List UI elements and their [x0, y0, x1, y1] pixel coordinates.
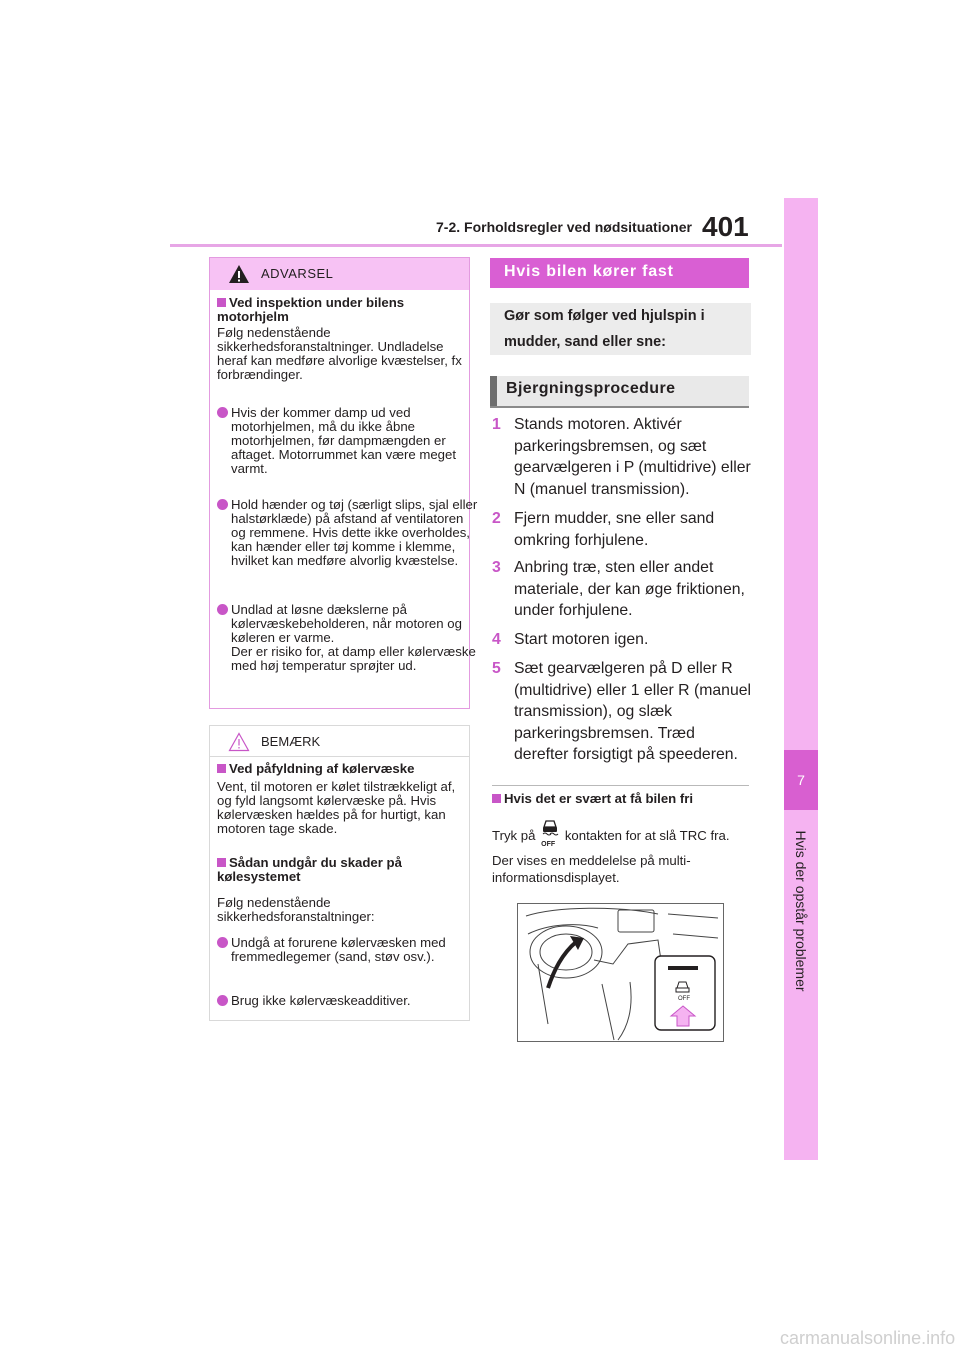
procedure-step — [492, 414, 752, 500]
trc-off-icon: OFF — [539, 822, 561, 848]
section-heading: Hvis bilen kører fast — [504, 263, 674, 280]
step-number: 1 — [492, 416, 501, 433]
page-number: 401 — [702, 211, 749, 242]
section-title: 7-2. Forholdsregler ved nødsituationer — [436, 219, 692, 235]
round-bullet-icon — [217, 937, 228, 948]
procedure-step — [492, 658, 752, 766]
round-bullet-icon — [217, 604, 228, 615]
step-number: 5 — [492, 660, 501, 677]
chapter-title: Hvis der opstår problemer — [793, 830, 809, 992]
step-number: 3 — [492, 559, 501, 576]
header-divider — [170, 244, 782, 247]
notice-bullet: Undgå at forurene kølervæsken med fremmedlegemer (sand, støv osv.). — [217, 936, 479, 964]
notice-box — [209, 725, 470, 1021]
round-bullet-icon — [217, 407, 228, 418]
step-number: 2 — [492, 510, 501, 527]
step-text: Anbring træ, sten eller andet materiale, der kan øge friktionen, under forhjulene. — [514, 559, 745, 619]
square-bullet-icon — [217, 764, 226, 773]
warning-intro: Følg nedenstående sikkerhedsforanstaltninger. Undladelse heraf kan medføre alvorlige kvæstelser, fx forbrændinger. — [217, 325, 462, 382]
intro-text: Gør som følger ved hjulspin i mudder, sand eller sne: — [504, 308, 705, 350]
warning-header — [210, 258, 469, 290]
notice-text: Vent, til motoren er kølet tilstrækkeligt af, og fyld langsomt kølervæske på. Hvis kølervæsken hældes på for hurtigt, kan motoren tage skade. — [217, 779, 456, 836]
chapter-title-vertical — [784, 815, 818, 1015]
intro-box — [490, 303, 751, 355]
square-bullet-icon — [217, 298, 226, 307]
notice-label: BEMÆRK — [261, 734, 321, 749]
notice-header — [210, 726, 469, 757]
round-bullet-icon — [217, 499, 228, 510]
notice-text: Følg nedenstående sikkerhedsforanstaltninger: — [217, 895, 375, 924]
procedure-step — [492, 629, 752, 651]
watermark: carmanualsonline.info — [780, 1328, 956, 1348]
notice-heading: Sådan undgår du skader på kølesystemet — [217, 855, 402, 884]
step-number: 4 — [492, 631, 501, 648]
chapter-number: 7 — [784, 750, 818, 810]
step-text: Stands motoren. Aktivér parkeringsbremsen, og sæt gearvælgeren i P (multidrive) eller N (manuel transmission). — [514, 416, 751, 498]
notice-heading: Ved påfyldning af kølervæske — [217, 762, 465, 776]
message-text: Der vises en meddelelse på multi-informationsdisplayet. — [492, 853, 691, 885]
procedure-step — [492, 508, 752, 551]
square-bullet-icon — [217, 858, 226, 867]
subsection-bar — [490, 376, 749, 408]
warning-box — [209, 257, 478, 709]
step-text: Fjern mudder, sne eller sand omkring forhjulene. — [514, 510, 715, 549]
procedure-step — [492, 557, 752, 622]
dashboard-illustration — [517, 903, 724, 1042]
trc-instruction: Tryk på OFF kontakten for at slå TRC fra. — [492, 822, 752, 848]
warning-bullet: Hvis der kommer damp ud ved motorhjelmen, må du ikke åbne motorhjelmen, før dampmængden er aftaget. Motorrummet kan være meget varmt. — [217, 406, 479, 476]
square-bullet-icon — [492, 794, 501, 803]
round-bullet-icon — [217, 995, 228, 1006]
chapter-side-tab — [784, 198, 818, 1160]
warning-bullet: Undlad at løsne dækslerne på kølervæskebeholderen, når motoren og køleren er varme. Der er risiko for, at damp eller kølervæske med høj temperatur sprøjter ud. — [217, 603, 479, 673]
divider — [492, 785, 749, 786]
warning-bullet: Hold hænder og tøj (særligt slips, sjal eller halstørklæde) på afstand af ventilatoren og remmene. Hvis dette ikke overholdes, kan hænder eller tøj komme i klemme, hvilket kan medføre alvorlig kvæstelse. — [217, 498, 479, 568]
notice-bullet: Brug ikke kølervæskeadditiver. — [217, 994, 479, 1008]
subsection-heading: Bjergningsprocedure — [506, 380, 676, 397]
section-heading-bar — [490, 258, 749, 288]
warning-heading: Ved inspektion under bilens motorhjelm — [217, 295, 405, 324]
svg-text:OFF: OFF — [678, 996, 690, 1002]
step-text: Start motoren igen. — [514, 631, 649, 648]
sub-heading: Hvis det er svært at få bilen fri — [492, 790, 752, 807]
warning-triangle-icon — [228, 264, 250, 284]
warning-label: ADVARSEL — [261, 266, 334, 281]
step-text: Sæt gearvælgeren på D eller R (multidrive) eller 1 eller R (manuel transmission), og slæk parkeringsbremsen. Træd derefter forsigtigt på speederen. — [514, 660, 752, 763]
caution-outline-icon — [228, 732, 250, 752]
dashboard-line-drawing — [518, 904, 723, 1041]
